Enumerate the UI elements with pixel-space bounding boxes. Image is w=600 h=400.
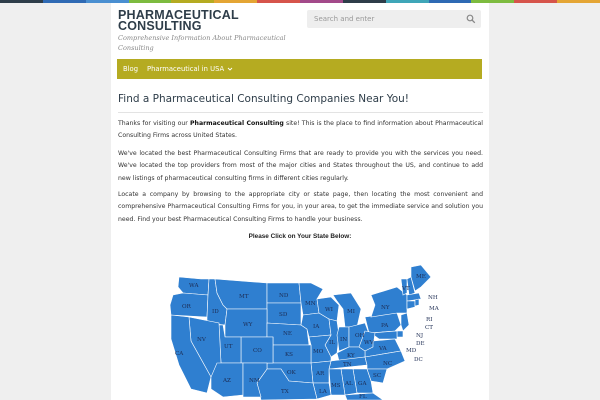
site-title-line2[interactable]: CONSULTING: [118, 19, 202, 33]
nav-item-label: Pharmaceutical in USA: [147, 65, 225, 73]
label-co: CO: [253, 348, 262, 354]
label-nj: NJ: [416, 333, 424, 339]
site-title-line1[interactable]: PHARMACEUTICAL: [118, 8, 239, 22]
label-mi: MI: [347, 309, 355, 315]
search-icon[interactable]: [466, 14, 476, 24]
label-nh: NH: [428, 295, 438, 301]
label-ut: UT: [224, 344, 233, 350]
site-logo[interactable]: [118, 10, 239, 32]
label-ct: CT: [425, 325, 434, 331]
label-wy: WY: [243, 322, 253, 328]
main-nav: [117, 59, 482, 79]
label-nv: NV: [197, 337, 206, 343]
us-state-map: [161, 265, 461, 400]
label-ny: NY: [381, 305, 390, 311]
label-fl: FL: [359, 394, 367, 400]
state-nj[interactable]: [401, 313, 409, 331]
label-mn: MN: [305, 301, 316, 307]
intro-paragraph: [118, 118, 483, 143]
label-ca: CA: [175, 351, 184, 357]
label-ia: IA: [313, 324, 320, 330]
state-de[interactable]: [397, 331, 403, 337]
us-map-svg: [161, 265, 461, 400]
site-tagline: Comprehensive Information About Pharmaceutical Consulting: [118, 34, 286, 52]
label-la: LA: [319, 389, 327, 395]
label-ks: KS: [285, 352, 294, 358]
label-dc: DC: [414, 357, 423, 363]
label-md: MD: [406, 348, 417, 354]
label-in: IN: [340, 337, 348, 343]
label-or: OR: [182, 304, 191, 310]
page-title: Find a Pharmaceutical Consulting Companies Near You!: [118, 93, 410, 105]
nav-item-pharmaceutical-in-usa[interactable]: [147, 59, 233, 79]
stripe-segment: [0, 0, 43, 3]
nav-item-blog[interactable]: Blog: [123, 65, 139, 73]
label-sd: SD: [279, 312, 288, 318]
label-wa: WA: [189, 283, 199, 289]
label-vt: VT: [402, 286, 410, 292]
label-wv: WV: [364, 340, 374, 346]
page-container: [111, 3, 489, 400]
label-al: AL: [345, 381, 353, 387]
label-mt: MT: [239, 294, 249, 300]
label-ne: NE: [283, 331, 292, 337]
label-ga: GA: [358, 381, 367, 387]
label-ms: MS: [331, 383, 341, 389]
label-nc: NC: [383, 361, 393, 367]
label-tx: TX: [281, 389, 289, 395]
label-wi: WI: [325, 307, 333, 313]
label-ri: RI: [426, 317, 433, 323]
label-mo: MO: [313, 349, 324, 355]
label-nd: ND: [279, 293, 289, 299]
label-ma: MA: [429, 306, 439, 312]
label-pa: PA: [381, 323, 389, 329]
providers-paragraph: We've located the best Pharmaceutical Consulting Firms that are ready to provide you with the services you need. We've located the top providers from most of the major cities and States throughout the US, and continue to add new listings of pharmaceutical consulting firms in different cities regularly.: [118, 150, 483, 182]
label-oh: OH: [355, 333, 365, 339]
label-tn: TN: [343, 362, 352, 368]
stripe-segment: [514, 0, 557, 3]
state-ri[interactable]: [415, 299, 419, 306]
search-box[interactable]: [307, 10, 481, 28]
label-de: DE: [416, 341, 425, 347]
state-ct[interactable]: [407, 301, 415, 309]
label-nm: NM: [249, 378, 260, 384]
stripe-segment: [557, 0, 600, 3]
chevron-down-icon: [227, 66, 233, 72]
map-instruction: Please Click on Your State Below:: [248, 233, 352, 240]
label-me: ME: [416, 274, 426, 280]
intro-bold-text: Pharmaceutical Consulting: [190, 120, 284, 127]
label-ok: OK: [287, 370, 296, 376]
label-va: VA: [379, 346, 387, 352]
title-divider: [118, 112, 483, 113]
intro-text-start: Thanks for visiting our: [118, 120, 190, 127]
search-input[interactable]: [307, 10, 464, 28]
stripe-segment: [43, 0, 86, 3]
label-id: ID: [212, 309, 219, 315]
label-il: IL: [329, 340, 335, 346]
label-sc: SC: [373, 373, 382, 379]
locate-paragraph: Locate a company by browsing to the appropriate city or state page, then locating the most convenient and comprehensive Pharmaceutical Consulting Firms for you, in your area, to get the immediate service and solution you need. Find your best Pharmaceutical Consulting Firms to handle your business.: [118, 191, 483, 223]
label-ar: AR: [316, 371, 325, 377]
label-az: AZ: [223, 378, 231, 384]
label-ky: KY: [347, 353, 355, 359]
intro-text-end: site! This is the place to find information about Pharmaceutical Consulting Firms across United States.: [118, 120, 484, 140]
